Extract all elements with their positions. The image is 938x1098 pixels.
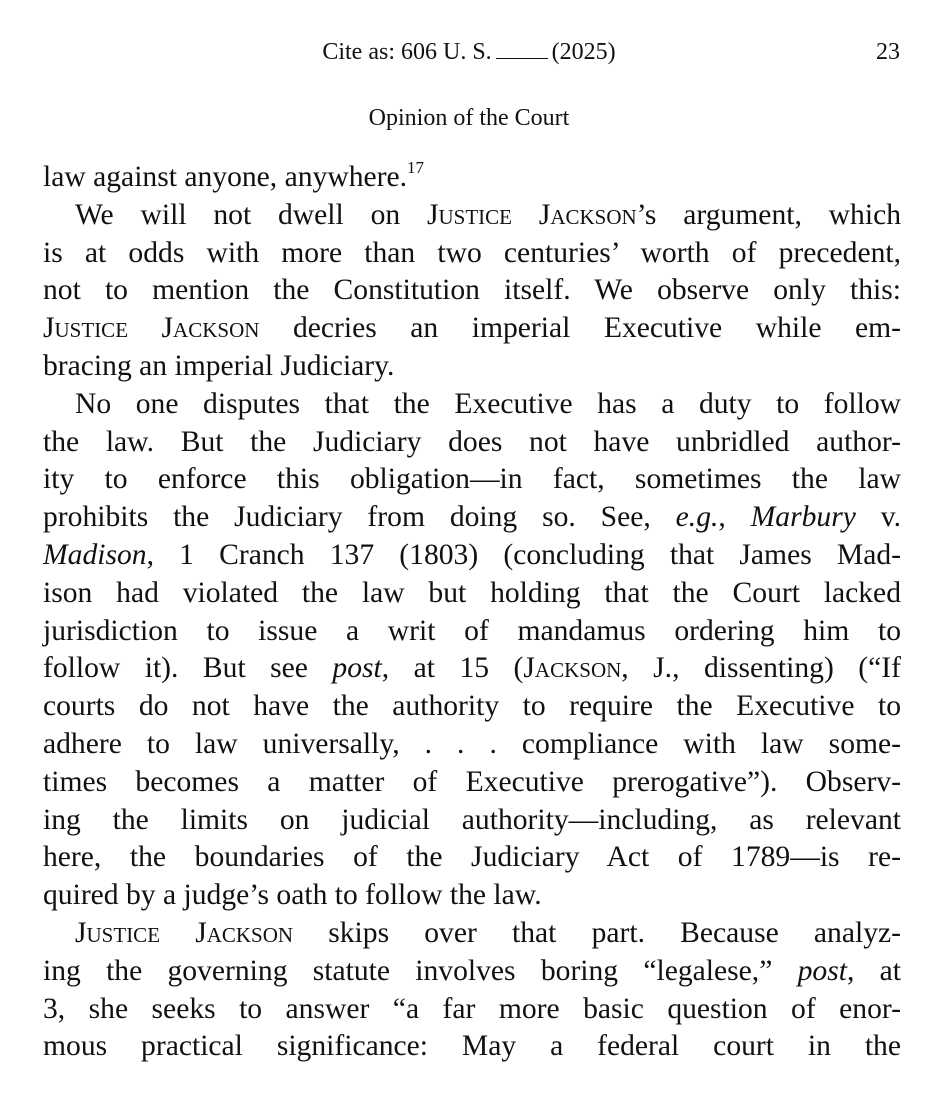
text-line xyxy=(43,764,901,802)
italic-text: Marbury xyxy=(750,501,856,534)
text-run: adhere to law universally, . . . compliance with law some- xyxy=(43,727,901,760)
text-line xyxy=(43,613,901,651)
text-run: prohibits the Judiciary from doing so. See, xyxy=(43,501,676,534)
text-run: skips over that part. Because analyz- xyxy=(293,916,901,949)
text-run: 3, she seeks to answer “a far more basic question of enor- xyxy=(43,992,901,1025)
text-line xyxy=(43,688,901,726)
text-line xyxy=(43,424,901,462)
text-run: bracing an imperial Judiciary. xyxy=(43,349,395,382)
text-line xyxy=(43,1028,901,1066)
text-line xyxy=(43,726,901,764)
text-line xyxy=(43,159,901,197)
small-caps-name: Justice Jackson xyxy=(75,916,294,949)
text-line xyxy=(43,461,901,499)
text-run: , J., dissenting) (“If xyxy=(621,652,901,685)
opinion-text xyxy=(43,159,901,1066)
citation-prefix: Cite as: 606 U. S. xyxy=(322,39,492,65)
text-line xyxy=(43,953,901,991)
text-line xyxy=(43,915,901,953)
text-run: , 1 Cranch 137 (1803) (concluding that James Mad- xyxy=(146,538,901,571)
text-run: No one disputes that the Executive has a duty to follow xyxy=(75,387,901,420)
text-run: is at odds with more than two centuries’ worth of precedent, xyxy=(43,236,901,269)
citation-line xyxy=(0,32,938,72)
text-run: ’s argument, which xyxy=(636,198,902,231)
text-run: mous practical significance: May a federal court in the xyxy=(43,1030,901,1063)
text-run: , at xyxy=(846,954,901,987)
page-number: 23 xyxy=(876,39,900,65)
text-run: v. xyxy=(855,501,902,534)
italic-text: e.g. xyxy=(675,501,719,534)
small-caps-name: Justice Jackson xyxy=(426,198,637,231)
text-run: law against anyone, anywhere. xyxy=(43,161,408,193)
text-line xyxy=(43,310,901,348)
citation-blank xyxy=(496,38,548,59)
text-line xyxy=(43,839,901,877)
italic-text: post xyxy=(797,954,847,987)
running-head: Opinion of the Court xyxy=(368,105,570,131)
italic-text: post xyxy=(332,652,382,685)
italic-text: Madison xyxy=(43,538,147,571)
text-line xyxy=(43,386,901,424)
text-run: here, the boundaries of the Judiciary Act of 1789—is re- xyxy=(43,841,901,874)
text-line xyxy=(43,499,901,537)
small-caps-name: Jackson xyxy=(523,652,622,685)
text-line xyxy=(43,802,901,840)
text-line xyxy=(43,272,901,310)
text-run: not to mention the Constitution itself. We observe only this: xyxy=(43,274,901,307)
text-line xyxy=(43,348,901,386)
text-run: , at 15 ( xyxy=(381,652,524,685)
footnote-marker: 17 xyxy=(407,158,425,177)
text-run: follow it). But see xyxy=(43,652,333,685)
text-run: courts do not have the authority to require the Executive to xyxy=(43,690,901,723)
text-line xyxy=(43,991,901,1029)
text-run: , xyxy=(718,501,751,534)
text-run: ing the governing statute involves boring “legalese,” xyxy=(43,954,798,987)
text-line xyxy=(43,537,901,575)
text-line xyxy=(43,877,901,915)
page-header xyxy=(0,32,938,72)
small-caps-name: Justice Jackson xyxy=(43,312,260,345)
text-line xyxy=(43,650,901,688)
text-line xyxy=(43,575,901,613)
citation-year: (2025) xyxy=(551,39,616,65)
text-run: quired by a judge’s oath to follow the law. xyxy=(43,879,542,912)
text-run: ing the limits on judicial authority—including, as relevant xyxy=(43,803,901,836)
text-run: ison had violated the law but holding that the Court lacked xyxy=(43,576,901,609)
text-run: decries an imperial Executive while em- xyxy=(259,312,901,345)
text-run: times becomes a matter of Executive prerogative”). Observ- xyxy=(43,765,901,798)
text-run: ity to enforce this obligation—in fact, sometimes the law xyxy=(43,463,901,496)
text-run: We will not dwell on xyxy=(75,198,427,231)
text-line xyxy=(43,235,901,273)
text-line xyxy=(43,197,901,235)
text-run: jurisdiction to issue a writ of mandamus ordering him to xyxy=(43,614,901,647)
text-run: the law. But the Judiciary does not have unbridled author- xyxy=(43,425,901,458)
